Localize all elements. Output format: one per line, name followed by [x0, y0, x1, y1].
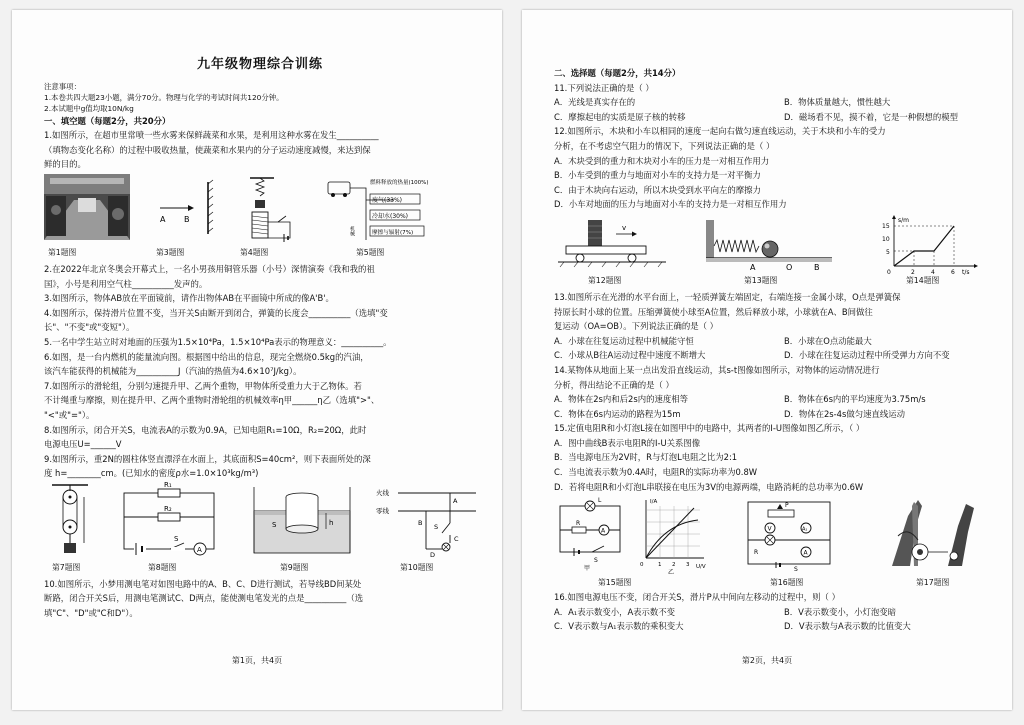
question-4-line: 长"、"不变"或"变短"）。	[44, 322, 135, 333]
caption-figure-4: 第4题图	[240, 247, 269, 257]
question-5: 5.一名中学生站立时对地面的压强为1.5×10⁴Pa，1.5×10⁴Pa表示的物理意义：__________。	[44, 336, 392, 347]
option-b: B．物体质量越大，惯性越大	[784, 97, 891, 108]
question-9-line: 9.如图所示，重2N的圆柱体竖直漂浮在水面上，其底面积S=40cm²，则下表面所处的深	[44, 453, 371, 464]
caption-figure-3: 第3题图	[156, 247, 185, 257]
section-fill-blank-heading: 一、填空题（每题2分，共20分）	[44, 115, 171, 126]
question-15: 15.定值电阻R和小灯泡L接在如图甲中的电路中，其两者的I-U图像如图乙所示，（ ）	[554, 423, 865, 434]
figure-12-block-on-cart	[558, 214, 668, 272]
fig14-tick-4: 4	[931, 268, 935, 276]
figure-10-household-circuit	[374, 483, 478, 559]
figure-8-parallel-circuit	[114, 480, 224, 559]
caption-figure-10: 第10题图	[400, 562, 434, 572]
fig15-label-s: S	[594, 557, 598, 565]
fig5-label-friction: 摩擦与辐射(7%)	[372, 229, 414, 236]
option-c: C．V表示数与A₁表示数的乘积变大	[554, 621, 684, 632]
fig8-label-r1: R₁	[164, 480, 172, 489]
question-6-line: 该汽车能获得的机械能为__________J（汽油的热值为4.6×10⁷J/kg）。	[44, 366, 302, 377]
figure-row-4	[554, 496, 986, 586]
option-b: B．小车受到的重力与地面对小车的支持力是一对平衡力	[554, 170, 761, 181]
question-1-line: 鲜的目的。	[44, 159, 86, 170]
question-10-line: 10.如图所示，小梦用测电笔对如图电路中的A、B、C、D进行测试，若导线BD间某处	[44, 578, 362, 589]
fig15-tick-2: 2	[672, 562, 676, 569]
option-d: D．V表示数与A表示数的比值变大	[784, 621, 911, 632]
notes-heading: 注意事项：	[44, 81, 81, 91]
fig14-tick-6: 6	[951, 268, 955, 276]
fig14-label-s-axis: s/m	[898, 216, 909, 224]
figure-15-circuit-and-graph	[554, 496, 714, 577]
option-d: D．磁场看不见，摸不着，它是一种假想的模型	[784, 111, 958, 122]
exam-page-1	[12, 10, 502, 710]
fig3-label-a: A	[160, 214, 166, 224]
question-1-line: （填物态变化名称）的过程中吸收热量，使蔬菜和水果内的分子运动速度减慢，来达到保	[44, 144, 371, 155]
note-line: 2.本试题中g值均取10N/kg	[44, 103, 134, 113]
page-2-footer: 第2页，共4页	[741, 656, 793, 665]
option-b: B．物体在6s内的平均速度为3.75m/s	[784, 394, 926, 405]
option-a: A．木块受到的重力和木块对小车的压力是一对相互作用力	[554, 155, 770, 166]
figure-9-floating-cylinder	[250, 483, 354, 559]
fig16-label-a1: A₁	[802, 526, 808, 533]
caption-figure-5: 第5题图	[356, 247, 385, 257]
question-8-line: 电源电压U=______V	[44, 439, 122, 450]
section-choice-heading: 二、选择题（每题2分，共14分）	[554, 68, 681, 78]
fig8-label-s: S	[174, 534, 179, 543]
question-10-line: 断路，闭合开关S后，用测电笔测试C、D两点，能使测电笔发光的点是__________（选	[44, 593, 364, 604]
fig10-label-s: S	[434, 522, 439, 531]
figure-row-2	[44, 480, 476, 573]
question-11: 11.下列说法正确的是（ ）	[554, 82, 654, 93]
option-d: D．若将电阻R和小灯泡L串联接在电压为3V的电源两端，电路消耗的总功率为0.6W	[554, 481, 864, 492]
option-b: B．小球在O点动能最大	[784, 335, 872, 346]
fig13-label-o: O	[786, 262, 793, 272]
question-14-line: 分析，得出结论不正确的是（ ）	[554, 379, 674, 390]
question-14-options-row	[554, 392, 986, 407]
fig15-label-l: L	[598, 497, 602, 505]
fig15-tick-1: 1	[658, 562, 662, 569]
fig10-label-a: A	[453, 496, 458, 505]
question-16-options-row	[554, 619, 986, 634]
fig14-tick-10: 10	[882, 235, 890, 243]
caption-figure-8: 第8题图	[148, 562, 177, 572]
caption-figure-15: 第15题图	[598, 578, 632, 588]
question-13-line: 持原长时小球的位置。压缩弹簧使小球至A位置，然后释放小球，小球就在A、B间做往	[554, 306, 873, 317]
fig9-label-area: S	[272, 520, 277, 529]
caption-figure-7: 第7题图	[52, 562, 81, 572]
fig9-label-depth: h	[329, 518, 334, 527]
option-a: A．图中曲线B表示电阻R的I-U关系图像	[554, 437, 701, 448]
fig16-label-s: S	[794, 566, 798, 574]
fig15-label-u-axis: U/V	[696, 564, 706, 571]
question-14-line: 14.某物体从地面上某一点出发沿直线运动，其s-t图像如图所示，对物体的运动情况进行	[554, 364, 880, 375]
question-2-line: 国》，小号是利用空气柱__________发声的。	[44, 278, 208, 289]
fig16-label-r: R	[754, 549, 759, 557]
question-13-line: 13.如图所示在光滑的水平台面上，一轻质弹簧左端固定，右端连接一金属小球，O点是弹簧保	[554, 291, 901, 302]
figure-13-spring-ball	[704, 214, 834, 272]
option-d: D．小球在往复运动过程中所受弹力方向不变	[784, 350, 950, 361]
caption-figure-13: 第13题图	[744, 275, 778, 285]
fig13-label-a: A	[750, 262, 756, 272]
question-12-line: 12.如图所示，木块和小车以相同的速度一起向右做匀速直线运动，关于木块和小车的受力	[554, 126, 886, 137]
question-11-options-row	[554, 110, 986, 125]
caption-figure-1: 第1题图	[48, 247, 77, 257]
fig5-label-cooling: 冷却水(30%)	[372, 212, 409, 220]
question-12-line: 分析，在不考虑空气阻力的情况下，下列说法正确的是（ ）	[554, 140, 775, 151]
question-6-line: 6.如图，是一台内燃机的能量流向图。根据图中给出的信息，现完全燃烧0.5kg的汽油，	[44, 351, 369, 362]
figure-17-apparatus-photo	[888, 496, 984, 572]
option-b: B．当电源电压为2V时，R与灯泡L电阻之比为2:1	[554, 452, 738, 463]
figure-5-energy-flow	[326, 174, 476, 246]
figure-4-electromagnet	[244, 174, 304, 244]
caption-figure-9: 第9题图	[280, 562, 309, 572]
fig16-label-a: A	[803, 549, 808, 557]
fig14-tick-15: 15	[882, 222, 890, 230]
figure-7-pulley-block	[50, 483, 90, 559]
page-1-content	[44, 58, 476, 621]
question-13-options-row	[554, 334, 986, 349]
caption-figure-16: 第16题图	[770, 578, 804, 588]
fig16-label-v: V	[767, 525, 772, 533]
figure-1-supermarket-photo	[44, 174, 130, 240]
question-8-line: 8.如图所示，闭合开关S，电流表A的示数为0.9A，已知电阻R₁=10Ω，R₂=20Ω，此时	[44, 424, 367, 435]
fig5-label-exhaust: 废气(33%)	[372, 196, 403, 204]
caption-figure-12: 第12题图	[588, 275, 622, 285]
figure-row-3	[554, 214, 986, 286]
option-a: A．物体在2s内和后2s内的速度相等	[554, 394, 688, 405]
question-7-line: 7.如图所示的滑轮组，分别匀速提升甲、乙两个重物，甲物体所受重力大于乙物体。若	[44, 380, 362, 391]
fig10-label-neutral: 零线	[376, 506, 389, 515]
question-1-line: 1.如图所示，在超市里常喷一些水雾来保鲜蔬菜和水果，是利用这种水雾在发生__________	[44, 130, 379, 141]
question-10-line: 填"C"、"D"或"C和D"）。	[44, 608, 138, 619]
figure-row-1	[44, 174, 476, 258]
option-c: C．物体在6s内运动的路程为15m	[554, 408, 681, 419]
fig14-tick-5: 5	[886, 248, 890, 256]
fig15-label-yi: 乙	[668, 569, 675, 577]
fig10-label-d: D	[430, 550, 436, 559]
question-11-options-row	[554, 95, 986, 110]
question-13-options-row	[554, 348, 986, 363]
fig15-label-jia: 甲	[584, 565, 591, 573]
question-13-line: 复运动（OA=OB）。下列说法正确的是（ ）	[554, 321, 718, 332]
fig8-label-ammeter: A	[197, 545, 202, 554]
question-3: 3.如图所示，物体AB放在平面镜前，请作出物体AB在平面镜中所成的像A'B'。	[44, 293, 334, 304]
fig16-label-p: P	[785, 502, 789, 510]
option-c: C．小球从B往A运动过程中速度不断增大	[554, 350, 706, 361]
question-16: 16.如图电源电压不变，闭合开关S，滑片P从中间向左移动的过程中，则（ ）	[554, 592, 840, 603]
fig15-tick-3: 3	[686, 562, 690, 569]
fig12-label-v: v	[622, 223, 627, 232]
figure-14-s-t-graph	[874, 214, 980, 276]
exam-page-2	[522, 10, 1012, 710]
fig15-tick-0: 0	[640, 562, 644, 569]
option-a: A．A₁表示数变小，A表示数不变	[554, 606, 676, 617]
fig5-label-total: 燃料释放的热量(100%)	[370, 179, 429, 186]
fig13-label-b: B	[814, 262, 820, 272]
fig15-label-ammeter: A	[601, 527, 606, 535]
option-c: C．摩擦起电的实质是原子核的转移	[554, 111, 686, 122]
fig8-label-r2: R₂	[164, 504, 172, 513]
option-c: C．由于木块向右运动，所以木块受到水平向左的摩擦力	[554, 184, 761, 195]
fig14-label-t-axis: t/s	[962, 268, 970, 276]
page-1-footer: 第1页，共4页	[231, 656, 283, 665]
question-7-line: 不计绳重与摩擦，则在提升甲、乙两个重物时滑轮组的机械效率η甲______η乙（选填">"、	[44, 395, 380, 406]
caption-figure-14: 第14题图	[906, 275, 940, 285]
fig10-label-c: C	[454, 534, 459, 543]
question-9-line: 度 h=________cm。(已知水的密度ρ水=1.0×10³kg/m³)	[44, 468, 259, 479]
fig10-label-live: 火线	[376, 488, 389, 497]
figure-16-circuit	[740, 496, 840, 572]
figure-3-plane-mirror	[150, 174, 220, 240]
fig3-label-b: B	[184, 214, 190, 224]
page-2-content	[554, 66, 986, 634]
fig14-tick-0: 0	[887, 268, 891, 276]
question-14-options-row	[554, 407, 986, 422]
question-2-line: 2.在2022年北京冬奥会开幕式上，一名小男孩用铜管乐器（小号）深情演奏《我和我的祖	[44, 263, 375, 274]
fig14-tick-2: 2	[911, 268, 915, 276]
fig15-label-r: R	[576, 520, 581, 528]
option-a: A．光线是真实存在的	[554, 97, 636, 108]
option-d: D．物体在2s-4s做匀速直线运动	[784, 408, 905, 419]
fig5-label-mechanical: 机械	[349, 225, 355, 236]
caption-figure-17: 第17题图	[916, 578, 950, 588]
option-a: A．小球在往复运动过程中机械能守恒	[554, 335, 694, 346]
option-b: B．V表示数变小，小灯泡变暗	[784, 606, 896, 617]
note-line: 1.本卷共四大题23小题，满分70分。物理与化学的考试时间共120分钟。	[44, 92, 284, 102]
fig10-label-b: B	[418, 518, 423, 527]
option-c: C．当电流表示数为0.4A时，电阻R的实际功率为0.8W	[554, 467, 758, 478]
question-16-options-row	[554, 605, 986, 620]
question-4-line: 4.如图所示，保持滑片位置不变，当开关S由断开到闭合，弹簧的长度会__________（选填"变	[44, 307, 388, 318]
exam-title: 九年级物理综合训练	[196, 57, 323, 72]
question-7-line: "<"或"="）。	[44, 409, 95, 420]
fig15-label-i-axis: I/A	[650, 499, 658, 506]
option-d: D．小车对地面的压力与地面对小车的支持力是一对相互作用力	[554, 199, 787, 210]
